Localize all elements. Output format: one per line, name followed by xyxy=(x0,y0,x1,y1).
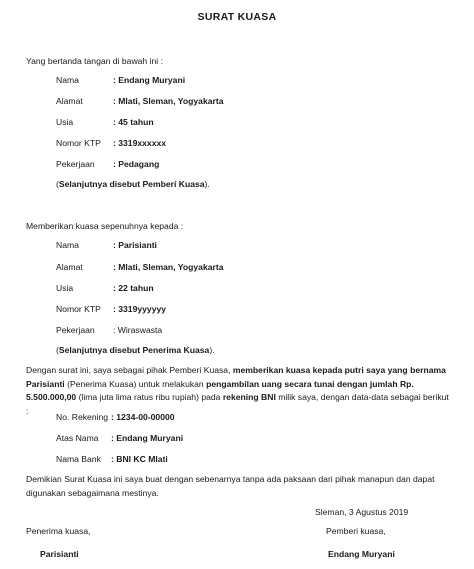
grantor-note-open: ( xyxy=(56,179,59,189)
body-paragraph xyxy=(26,364,451,418)
body-part-7: milik saya, dengan data-data sebagai berikut : xyxy=(26,392,449,416)
grantor-label-address: Alamat xyxy=(56,96,83,106)
grantee-note xyxy=(56,344,215,356)
bank-value-bank: : BNI KC Mlati xyxy=(111,454,168,464)
grantee-signature-label: Penerima kuasa, xyxy=(26,526,91,536)
grantor-label-age: Usia xyxy=(56,117,74,127)
grantor-signature-label: Pemberi kuasa, xyxy=(326,526,386,536)
bank-label-holder: Atas Nama xyxy=(56,433,99,443)
intro-text: Yang bertanda tangan di bawah ini : xyxy=(26,56,163,66)
body-part-2: memberikan kuasa kepada putri saya yang bernama Parisianti xyxy=(26,365,446,389)
grantee-label-name: Nama xyxy=(56,240,79,250)
bank-label-account: No. Rekening xyxy=(56,412,109,422)
bank-value-holder: : Endang Muryani xyxy=(111,433,184,443)
body-part-6: rekening BNI xyxy=(222,392,276,402)
grantee-value-job: : Wiraswasta xyxy=(113,325,163,335)
grantor-label-ktp: Nomor KTP xyxy=(56,138,101,148)
grantor-value-ktp: : 3319xxxxxx xyxy=(113,138,167,148)
body-part-4: pengambilan uang secara tunai dengan jumlah Rp. 5.500.000,00 xyxy=(26,378,414,402)
grantor-label-name: Nama xyxy=(56,75,79,85)
grantor-label-job: Pekerjaan xyxy=(56,159,95,169)
body-part-1: Dengan surat ini, saya sebagai pihak Pemberi Kuasa, xyxy=(26,365,233,375)
grantee-value-address: : Mlati, Sleman, Yogyakarta xyxy=(113,262,224,272)
grantee-label-job: Pekerjaan xyxy=(56,325,95,335)
document-title: SURAT KUASA xyxy=(197,11,277,23)
grantee-label-age: Usia xyxy=(56,283,74,293)
bank-label-bank: Nama Bank xyxy=(56,454,101,464)
grantor-value-age: : 45 tahun xyxy=(113,117,154,127)
grantor-value-name: : Endang Muryani xyxy=(113,75,186,85)
bank-value-account: : 1234-00-00000 xyxy=(111,412,175,422)
grantor-note-close: ). xyxy=(204,179,210,189)
closing-paragraph: Demikian Surat Kuasa ini saya buat dengan sebenarnya tanpa ada paksaan dari pihak manapun dan dapat digunakan sebagaimana mestinya. xyxy=(26,474,435,498)
grantor-value-job: : Pedagang xyxy=(113,159,160,169)
body-part-3: (Penerima Kuasa) untuk melakukan xyxy=(64,378,207,389)
grantor-value-address: : Mlati, Sleman, Yogyakarta xyxy=(113,96,224,106)
grantor-note xyxy=(56,178,210,190)
grantee-value-age: : 22 tahun xyxy=(113,283,154,293)
grantor-signature-name: Endang Muryani xyxy=(328,549,395,559)
grantee-signature-name: Parisianti xyxy=(40,549,79,559)
grantee-note-close: ). xyxy=(209,345,215,355)
grantee-value-ktp: : 3319yyyyyy xyxy=(113,304,167,314)
grantee-note-open: ( xyxy=(56,345,59,355)
place-date: Sleman, 3 Agustus 2019 xyxy=(315,507,409,517)
body-part-5: (lima juta lima ratus ribu rupiah) pada xyxy=(76,392,223,402)
grantor-note-text: Selanjutnya disebut Pemberi Kuasa xyxy=(58,179,205,189)
grantee-value-name: : Parisianti xyxy=(113,240,157,250)
grantee-label-ktp: Nomor KTP xyxy=(56,304,101,314)
grantee-note-text: Selanjutnya disebut Penerima Kuasa xyxy=(58,345,210,355)
give-intro-text: Memberikan kuasa sepenuhnya kepada : xyxy=(26,221,184,231)
grantee-label-address: Alamat xyxy=(56,262,83,272)
